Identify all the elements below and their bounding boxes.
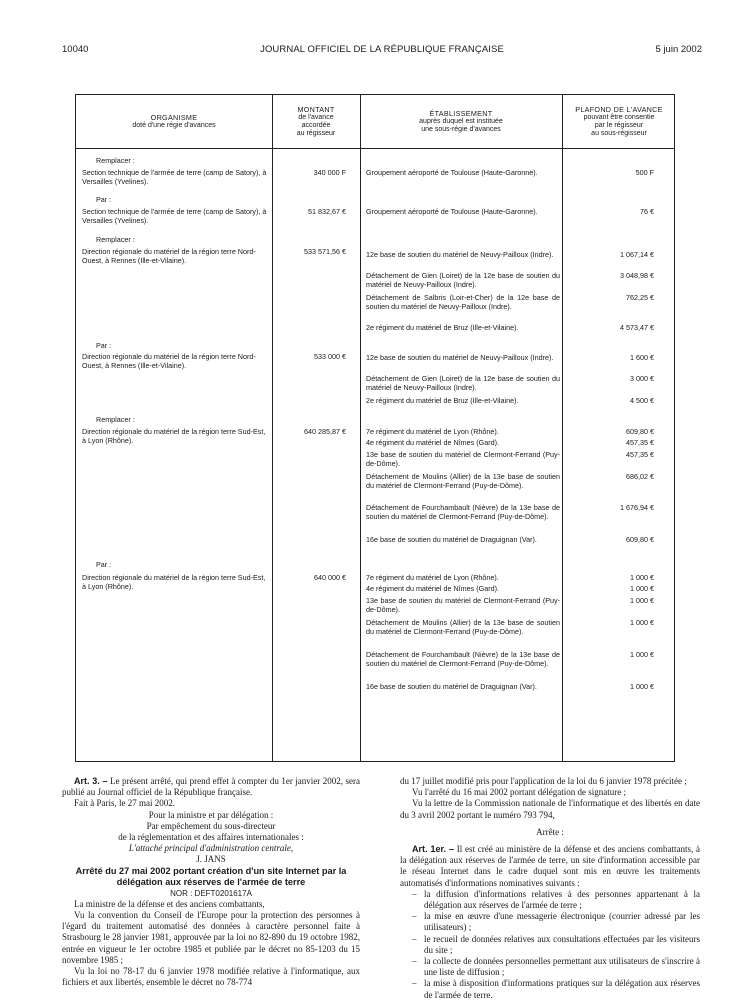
advances-table (75, 94, 675, 762)
cell-organisme: Section technique de l'armée de terre (camp de Satory), à Versailles (Yvelines). (82, 168, 267, 186)
cell-etablissement: Détachement de Fourchambault (Nièvre) de la 13e base de soutien du matériel de Clermont-Ferrand (Puy-de-Dôme). (366, 650, 560, 668)
nor-reference: NOR : DEFT0201617A (170, 888, 252, 898)
list-item: – la diffusion d'informations relatives à des personnes appartenant à la délégation aux réserves de l'armée de terre ; (400, 889, 700, 911)
row-label: Par : (96, 195, 112, 204)
cell-etablissement: 4e régiment du matériel de Nîmes (Gard). (366, 584, 500, 593)
cell-etablissement: 16e base de soutien du matériel de Draguignan (Var). (366, 535, 537, 544)
cell-etablissement: Groupement aéroporté de Toulouse (Haute-Garonne). (366, 168, 538, 177)
paragraph: Vu l'arrêté du 16 mai 2002 portant délégation de signature ; (412, 787, 627, 798)
cell-etablissement: 2e régiment du matériel de Bruz (Ille-et-Vilaine). (366, 323, 519, 332)
cell-plafond: 1 000 € (630, 596, 654, 605)
paragraph: La ministre de la défense et des anciens combattants, (74, 898, 265, 909)
right-column (400, 776, 700, 1001)
header-montant (272, 102, 360, 142)
cell-plafond: 762,25 € (626, 293, 654, 302)
signature-place-date: Fait à Paris, le 27 mai 2002. (74, 798, 175, 809)
cell-montant: 340 000 F (313, 168, 346, 177)
cell-etablissement: 13e base de soutien du matériel de Clermont-Ferrand (Puy-de-Dôme). (366, 450, 560, 468)
cell-plafond: 3 048,98 € (620, 271, 654, 280)
header-plafond (562, 102, 676, 142)
cell-plafond: 1 000 € (630, 573, 654, 582)
header-text: doté d'une régie d'avances (132, 122, 216, 129)
cell-plafond: 609,80 € (626, 535, 654, 544)
list-item: – la mise à disposition d'informations pratiques sur la délégation aux réserves de l'armée de terre. (400, 978, 700, 1000)
cell-organisme: Direction régionale du matériel de la région terre Nord-Ouest, à Rennes (Ille-et-Vilaine). (82, 247, 256, 265)
cell-montant: 51 832,67 € (308, 207, 346, 216)
issue-date: 5 juin 2002 (655, 44, 702, 55)
cell-organisme: Direction régionale du matériel de la région terre Nord-Ouest, à Rennes (Ille-et-Vilaine). (82, 352, 256, 370)
journal-title: JOURNAL OFFICIEL DE LA RÉPUBLIQUE FRANÇAISE (260, 44, 504, 55)
page-number: 10040 (62, 44, 89, 55)
running-header (62, 44, 702, 60)
header-text: ORGANISME (150, 113, 198, 122)
cell-etablissement: Détachement de Gien (Loiret) de la 12e base de soutien du matériel de Neuvy-Pailloux (Indre). (366, 271, 560, 289)
cell-etablissement: 7e régiment du matériel de Lyon (Rhône). (366, 573, 499, 582)
cell-etablissement: Détachement de Gien (Loiret) de la 12e base de soutien du matériel de Neuvy-Pailloux (Indre). (366, 374, 560, 392)
list-item: – la collecte de données personnelles permettant aux utilisateurs de s'inscrire à une liste de diffusion ; (400, 956, 700, 978)
cell-plafond: 1 000 € (630, 618, 654, 627)
list-item: – la mise en œuvre d'une messagerie électronique (courrier adressé par les utilisateurs) ; (400, 911, 700, 933)
cell-etablissement: 7e régiment du matériel de Lyon (Rhône). (366, 427, 499, 436)
row-label: Remplacer : (96, 235, 135, 244)
cell-plafond: 76 € (640, 207, 654, 216)
header-text: au régisseur (296, 130, 336, 137)
cell-plafond: 457,35 € (626, 450, 654, 459)
article-label: Art. 1er. – (412, 844, 455, 855)
header-text: pouvant être consentie (583, 114, 655, 121)
cell-plafond: 1 000 € (630, 682, 654, 691)
cell-plafond: 4 573,47 € (620, 323, 654, 332)
cell-etablissement: 12e base de soutien du matériel de Neuvy-Pailloux (Indre). (366, 250, 554, 259)
cell-montant: 640 285,87 € (304, 427, 346, 436)
header-text: au sous-régisseur (591, 130, 647, 137)
column-divider (272, 95, 273, 761)
cell-etablissement: 13e base de soutien du matériel de Clermont-Ferrand (Puy-de-Dôme). (366, 596, 560, 614)
header-text: de l'avance (298, 114, 334, 121)
cell-etablissement: Détachement de Salbris (Loir-et-Cher) de la 12e base de soutien du matériel de Neuvy-Pailloux (Indre). (366, 293, 560, 311)
row-label: Remplacer : (96, 415, 135, 424)
column-divider (360, 95, 361, 761)
article-body: Le présent arrêté, qui prend effet à compter du 1er janvier 2002, sera publié au Journal officiel de la République française. (62, 776, 360, 798)
cell-montant: 533 000 € (314, 352, 346, 361)
cell-plafond: 686,02 € (626, 472, 654, 481)
arrete-heading: Arrête : (536, 826, 564, 837)
header-text: par le régisseur (594, 122, 644, 129)
paragraph: Vu la lettre de la Commission nationale de l'informatique et des libertés en date du 3 avril 2002 portant le numéro 793 794, (400, 798, 700, 820)
signature-line: Par empêchement du sous-directeur (146, 820, 276, 831)
cell-etablissement: Groupement aéroporté de Toulouse (Haute-Garonne). (366, 207, 538, 216)
header-text: une sous-régie d'avances (421, 126, 501, 133)
decree-title: Arrêté du 27 mai 2002 portant création d'un site Internet par la délégation aux réserves de l'armée de terre (75, 865, 347, 887)
row-label: Par : (96, 560, 112, 569)
header-etablissement (360, 102, 562, 142)
cell-etablissement: 2e régiment du matériel de Bruz (Ille-et-Vilaine). (366, 396, 519, 405)
header-text: PLAFOND DE L'AVANCE (575, 105, 663, 114)
cell-plafond: 4 500 € (630, 396, 654, 405)
left-column (62, 776, 360, 988)
row-label: Remplacer : (96, 156, 135, 165)
cell-montant: 533 571,56 € (304, 247, 346, 256)
header-text: MONTANT (297, 105, 335, 114)
cell-etablissement: Détachement de Moulins (Allier) de la 13e base de soutien du matériel de Clermont-Ferrand (Puy-de-Dôme). (366, 472, 560, 490)
cell-etablissement: Détachement de Moulins (Allier) de la 13e base de soutien du matériel de Clermont-Ferrand (Puy-de-Dôme). (366, 618, 560, 636)
cell-organisme: Direction régionale du matériel de la région terre Sud-Est, à Lyon (Rhône). (82, 573, 266, 591)
cell-etablissement: 16e base de soutien du matériel de Draguignan (Var). (366, 682, 537, 691)
article-label: Art. 3. – (74, 776, 108, 786)
article-3 (62, 776, 360, 798)
cell-plafond: 1 000 € (630, 584, 654, 593)
paragraph: du 17 juillet modifié pris pour l'application de la loi du 6 janvier 1978 précitée ; (400, 776, 687, 786)
cell-plafond: 1 676,94 € (620, 503, 654, 512)
treatment-list (400, 889, 700, 1001)
signature-line: de la réglementation et des affaires internationales : (118, 832, 304, 843)
cell-etablissement: 4e régiment du matériel de Nîmes (Gard). (366, 438, 500, 447)
cell-organisme: Section technique de l'armée de terre (camp de Satory), à Versailles (Yvelines). (82, 207, 267, 225)
signature-name: J. JANS (196, 854, 226, 865)
header-text: auprès duquel est instituée (419, 118, 503, 125)
cell-plafond: 1 067,14 € (620, 250, 654, 259)
cell-plafond: 1 000 € (630, 650, 654, 659)
cell-montant: 640 000 € (314, 573, 346, 582)
cell-plafond: 500 F (635, 168, 654, 177)
list-item: – le recueil de données relatives aux consultations effectuées par les visiteurs du site ; (400, 934, 700, 956)
cell-plafond: 457,35 € (626, 438, 654, 447)
paragraph: Vu la convention du Conseil de l'Europe pour la protection des personnes à l'égard du traitement automatisé des données à caractère personnel faite à Strasbourg le 28 janvier 1981, approuvée par la loi no 82-890 du 19 octobre 1982, entrée en vigueur le 1er octobre 1985 et publiée par le décret no 85-1203 du 15 novembre 1985 ; (62, 910, 360, 965)
article-body: Il est créé au ministère de la défense et des anciens combattants, à la délégation aux réserves de l'armée de terre, un site d'information accessible par le réseau Internet dans le cadre duquel sont mis en œuvre les traitements automatisés d'informations nominatives suivants : (400, 844, 700, 888)
header-text: accordée (301, 122, 331, 129)
header-divider (76, 148, 674, 149)
cell-organisme: Direction régionale du matériel de la région terre Sud-Est, à Lyon (Rhône). (82, 427, 266, 445)
header-organisme (76, 102, 272, 142)
cell-plafond: 3 000 € (630, 374, 654, 383)
cell-plafond: 1 600 € (630, 353, 654, 362)
signature-title: L'attaché principal d'administration centrale, (128, 843, 294, 854)
article-1 (400, 844, 700, 889)
paragraph: Vu la loi no 78-17 du 6 janvier 1978 modifiée relative à l'informatique, aux fichiers et aux libertés, ensemble le décret no 78-774 (62, 966, 360, 988)
cell-etablissement: 12e base de soutien du matériel de Neuvy-Pailloux (Indre). (366, 353, 554, 362)
cell-plafond: 609,80 € (626, 427, 654, 436)
cell-etablissement: Détachement de Fourchambault (Nièvre) de la 13e base de soutien du matériel de Clermont-Ferrand (Puy-de-Dôme). (366, 503, 560, 521)
header-text: ÉTABLISSEMENT (429, 109, 493, 118)
row-label: Par : (96, 341, 112, 350)
signature-line: Pour la ministre et par délégation : (148, 809, 274, 820)
column-divider (562, 95, 563, 761)
